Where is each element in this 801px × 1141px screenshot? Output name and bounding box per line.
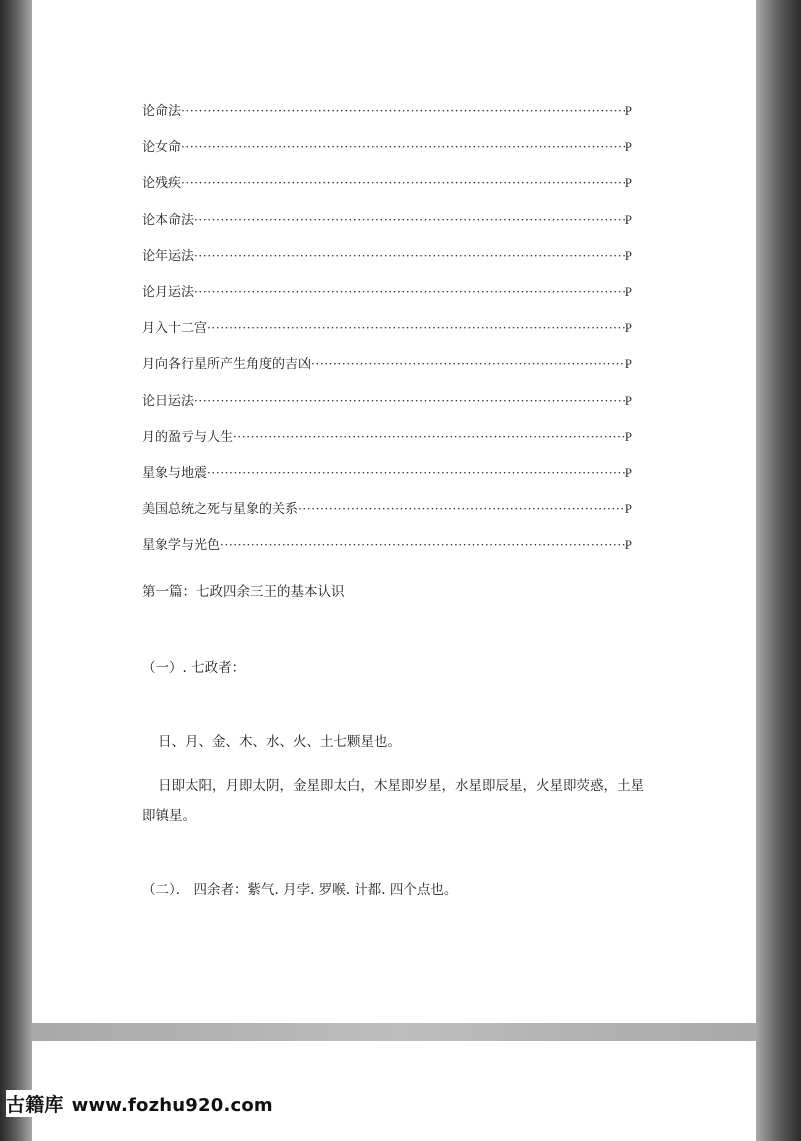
toc-entry-page: P <box>624 175 632 191</box>
toc-leader-dots <box>194 285 625 299</box>
toc-entry-title: 论命法 <box>142 104 182 119</box>
watermark-brand: 古籍库 <box>6 1094 64 1116</box>
toc-leader-dots <box>194 394 625 408</box>
toc-leader-dots <box>311 357 625 371</box>
toc-entry-page: P <box>624 103 632 118</box>
toc-leader-dots <box>207 466 625 480</box>
toc-entry <box>142 245 632 281</box>
toc-entry <box>142 534 632 570</box>
toc-entry-title: 论月运法 <box>142 284 195 300</box>
toc-leader-dots <box>194 249 625 263</box>
toc-entry-title: 星象与地震 <box>142 465 208 481</box>
toc-entry-page: P <box>624 139 632 155</box>
toc-entry-title: 星象学与光色 <box>142 538 221 554</box>
toc-entry-page: P <box>624 356 632 372</box>
toc-entry-page: P <box>624 283 632 299</box>
section-heading: （一）. 七政者： <box>142 660 246 676</box>
toc-leader-dots <box>207 321 625 335</box>
toc-entry-page: P <box>624 247 632 263</box>
toc-entry <box>142 100 632 136</box>
toc-entry <box>142 353 632 389</box>
toc-leader-dots <box>220 538 625 552</box>
toc-entry-title: 论女命 <box>142 140 182 156</box>
toc-entry-title: 论本命法 <box>142 212 195 228</box>
toc-entry-page: P <box>624 537 632 553</box>
watermark-site: www.fozhu920.com <box>71 1095 273 1116</box>
toc-entry-title: 论日运法 <box>142 393 195 409</box>
toc-entry-page: P <box>624 428 632 444</box>
toc-entry-title: 论年运法 <box>142 248 195 264</box>
toc-entry-title: 月的盈亏与人生 <box>142 429 234 445</box>
document-page-1 <box>32 0 756 1023</box>
toc-entry-page: P <box>624 464 632 480</box>
toc-entry-title: 美国总统之死与星象的关系 <box>142 502 299 518</box>
toc-entry-page: P <box>624 501 632 517</box>
toc-entry <box>142 426 632 462</box>
paragraph: 日、月、金、木、水、火、土七颗星也。 <box>158 734 401 750</box>
section-heading: （二）． 四余者：紫气. 月孛. 罗喉. 计都. 四个点也。 <box>142 882 458 898</box>
table-of-contents <box>142 100 632 570</box>
toc-entry <box>142 172 632 208</box>
toc-leader-dots <box>181 104 625 118</box>
toc-leader-dots <box>194 213 625 227</box>
toc-leader-dots <box>181 176 625 190</box>
toc-entry <box>142 317 632 353</box>
toc-leader-dots <box>298 502 625 516</box>
toc-leader-dots <box>233 430 625 444</box>
toc-entry <box>142 281 632 317</box>
toc-entry <box>142 209 632 245</box>
toc-entry-page: P <box>624 320 632 336</box>
toc-entry <box>142 498 632 534</box>
paragraph: 日即太阳，月即太阴，金星即太白，木星即岁星，水星即辰星，火星即荧惑，土星即镇星。 <box>142 778 644 824</box>
toc-entry-title: 论残疾 <box>142 176 182 192</box>
toc-entry <box>142 136 632 172</box>
site-watermark <box>6 1090 275 1117</box>
toc-entry-page: P <box>624 392 632 408</box>
toc-entry-page: P <box>624 211 632 227</box>
toc-entry-title: 月向各行星所产生角度的吉凶 <box>142 357 312 373</box>
toc-leader-dots <box>181 140 625 154</box>
toc-entry-title: 月入十二宫 <box>142 321 208 337</box>
toc-entry <box>142 390 632 426</box>
toc-entry <box>142 462 632 498</box>
chapter-heading: 第一篇：七政四余三王的基本认识 <box>142 584 345 600</box>
